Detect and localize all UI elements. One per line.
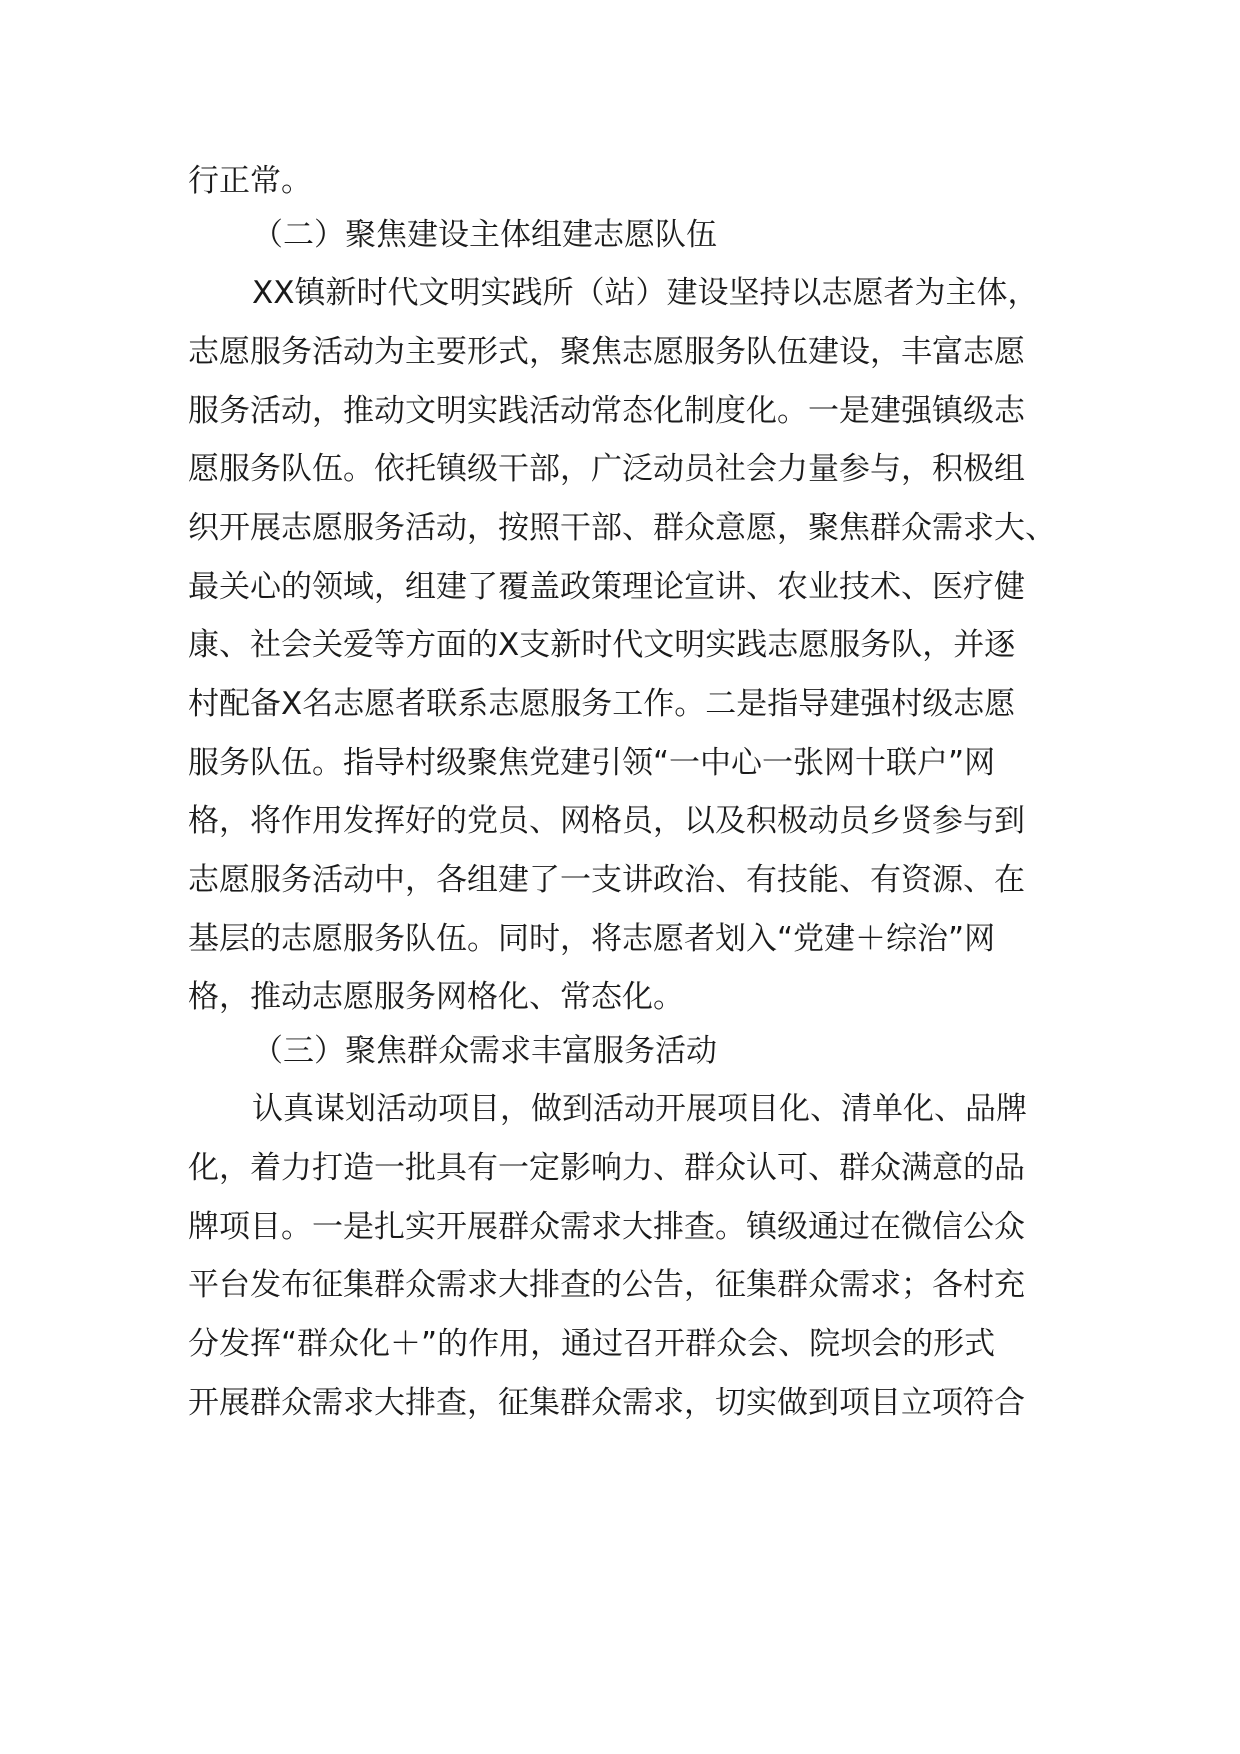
text-line: 基层的志愿服务队伍。同时，将志愿者划入“党建＋综治”网 (188, 921, 996, 957)
text-line: 最关心的领域，组建了覆盖政策理论宣讲、农业技术、医疗健 (188, 569, 1025, 605)
text-line: 服务队伍。指导村级聚焦党建引领“一中心一张网十联户”网 (188, 745, 996, 781)
section-heading: （二）聚焦建设主体组建志愿队伍 (252, 217, 717, 253)
text-line: 志愿服务活动中，各组建了一支讲政治、有技能、有资源、在 (188, 862, 1025, 898)
text-line: 开展群众需求大排查，征集群众需求，切实做到项目立项符合 (188, 1385, 1025, 1421)
text-line: 格，将作用发挥好的党员、网格员，以及积极动员乡贤参与到 (188, 803, 1025, 839)
text-line: 愿服务队伍。依托镇级干部，广泛动员社会力量参与，积极组 (188, 451, 1025, 487)
text-line: 志愿服务活动为主要形式，聚焦志愿服务队伍建设，丰富志愿 (188, 334, 1025, 370)
text-line: 康、社会关爱等方面的X支新时代文明实践志愿服务队，并逐 (188, 627, 1016, 663)
text-line: 织开展志愿服务活动，按照干部、群众意愿，聚焦群众需求大、 (188, 510, 1056, 546)
text-line: 分发挥“群众化＋”的作用，通过召开群众会、院坝会的形式 (188, 1326, 996, 1362)
text-line: 格，推动志愿服务网格化、常态化。 (188, 979, 684, 1015)
text-line: 村配备X名志愿者联系志愿服务工作。二是指导建强村级志愿 (188, 686, 1016, 722)
text-line: 平台发布征集群众需求大排查的公告，征集群众需求；各村充 (188, 1267, 1025, 1303)
text-line: 服务活动，推动文明实践活动常态化制度化。一是建强镇级志 (188, 393, 1025, 429)
text-line: 化，着力打造一批具有一定影响力、群众认可、群众满意的品 (188, 1150, 1025, 1186)
section-heading: （三）聚焦群众需求丰富服务活动 (252, 1033, 717, 1069)
text-line: 牌项目。一是扎实开展群众需求大排查。镇级通过在微信公众 (188, 1209, 1025, 1245)
text-line: XX镇新时代文明实践所（站）建设坚持以志愿者为主体， (252, 275, 1039, 311)
text-line: 行正常。 (188, 163, 312, 199)
text-line: 认真谋划活动项目，做到活动开展项目化、清单化、品牌 (252, 1091, 1027, 1127)
